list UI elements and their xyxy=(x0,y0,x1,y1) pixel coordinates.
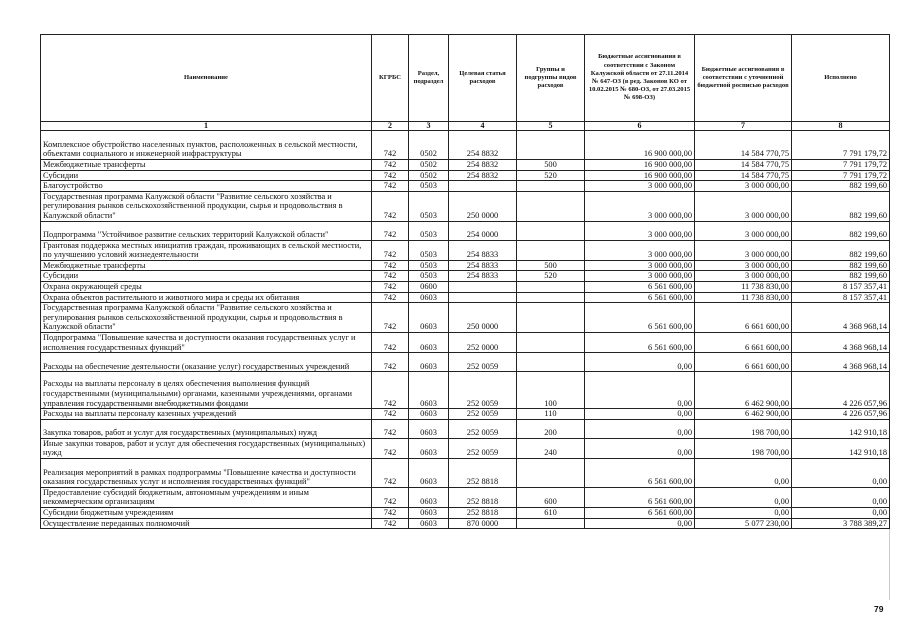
row-kgrbs: 742 xyxy=(372,409,409,420)
row-name: Субсидии бюджетным учреждениям xyxy=(41,508,372,519)
row-section: 0502 xyxy=(409,170,449,181)
row-name: Подпрограмма "Повышение качества и доступности оказания государственных услуг и исполнения государственных функций" xyxy=(41,332,372,352)
column-number: 5 xyxy=(517,122,585,131)
row-executed: 8 157 357,41 xyxy=(792,292,890,303)
row-kgrbs: 742 xyxy=(372,332,409,352)
row-refined-allocation: 11 738 830,00 xyxy=(695,292,792,303)
row-executed: 882 199,60 xyxy=(792,271,890,282)
row-target-article: 870 0000 xyxy=(449,518,517,529)
row-section: 0603 xyxy=(409,487,449,507)
row-expense-type: 500 xyxy=(517,260,585,271)
row-executed: 882 199,60 xyxy=(792,221,890,240)
row-target-article: 252 0059 xyxy=(449,353,517,372)
table-row xyxy=(41,260,890,271)
row-refined-allocation: 11 738 830,00 xyxy=(695,281,792,292)
row-executed: 0,00 xyxy=(792,487,890,507)
page-number: 79 xyxy=(874,604,884,614)
row-section: 0502 xyxy=(409,131,449,160)
table-row xyxy=(41,487,890,507)
budget-execution-table xyxy=(40,34,890,529)
row-section: 0503 xyxy=(409,260,449,271)
row-name: Подпрограмма "Устойчивое развитие сельских территорий Калужской области" xyxy=(41,221,372,240)
table-row xyxy=(41,271,890,282)
row-executed: 7 791 179,72 xyxy=(792,170,890,181)
row-name: Реализация мероприятий в рамках подпрограммы "Повышение качества и доступности оказания государственных услуг и исполнения государственных функций" xyxy=(41,458,372,487)
row-executed: 0,00 xyxy=(792,458,890,487)
row-section: 0603 xyxy=(409,458,449,487)
row-refined-allocation: 6 661 600,00 xyxy=(695,332,792,352)
row-refined-allocation: 3 000 000,00 xyxy=(695,240,792,260)
header-law-allocation: Бюджетные ассигнования в соответствии с Законом Калужской области от 27.11.2014 № 647-ОЗ (в ред. Законов КО от 10.02.2015 № 680-ОЗ, от 27.03.2015 № 698-ОЗ) xyxy=(585,35,695,122)
table-row xyxy=(41,372,890,409)
header-kgrbs: КГРБС xyxy=(372,35,409,122)
row-name: Грантовая поддержка местных инициатив граждан, проживающих в сельской местности, по улучшению условий жизнедеятельности xyxy=(41,240,372,260)
row-expense-type: 520 xyxy=(517,170,585,181)
table-row xyxy=(41,332,890,352)
row-target-article: 252 0059 xyxy=(449,419,517,438)
column-number: 4 xyxy=(449,122,517,131)
row-refined-allocation: 3 000 000,00 xyxy=(695,260,792,271)
row-executed: 882 199,60 xyxy=(792,181,890,192)
row-kgrbs: 742 xyxy=(372,419,409,438)
column-number: 3 xyxy=(409,122,449,131)
row-kgrbs: 742 xyxy=(372,508,409,519)
row-expense-type xyxy=(517,131,585,160)
row-refined-allocation: 6 661 600,00 xyxy=(695,353,792,372)
row-expense-type xyxy=(517,518,585,529)
table-row xyxy=(41,458,890,487)
header-executed: Исполнено xyxy=(792,35,890,122)
row-name: Предоставление субсидий бюджетным, автономным учреждениям и иным некоммерческим организациям xyxy=(41,487,372,507)
row-target-article: 250 0000 xyxy=(449,191,517,221)
row-section: 0603 xyxy=(409,409,449,420)
table-row xyxy=(41,181,890,192)
row-section: 0603 xyxy=(409,372,449,409)
row-section: 0603 xyxy=(409,332,449,352)
row-target-article xyxy=(449,181,517,192)
row-target-article: 254 8832 xyxy=(449,131,517,160)
row-section: 0603 xyxy=(409,518,449,529)
row-expense-type xyxy=(517,221,585,240)
row-kgrbs: 742 xyxy=(372,372,409,409)
row-name: Комплексное обустройство населенных пунктов, расположенных в сельской местности, объектами социального и инженерной инфраструктуры xyxy=(41,131,372,160)
row-kgrbs: 742 xyxy=(372,160,409,171)
table-row xyxy=(41,518,890,529)
column-number: 1 xyxy=(41,122,372,131)
row-expense-type xyxy=(517,191,585,221)
row-law-allocation: 6 561 600,00 xyxy=(585,458,695,487)
row-expense-type: 500 xyxy=(517,160,585,171)
column-number: 7 xyxy=(695,122,792,131)
row-refined-allocation: 0,00 xyxy=(695,458,792,487)
column-number: 6 xyxy=(585,122,695,131)
row-kgrbs: 742 xyxy=(372,240,409,260)
row-law-allocation: 0,00 xyxy=(585,353,695,372)
row-executed: 142 910,18 xyxy=(792,419,890,438)
row-target-article: 250 0000 xyxy=(449,303,517,333)
row-law-allocation: 3 000 000,00 xyxy=(585,181,695,192)
row-refined-allocation: 198 700,00 xyxy=(695,438,792,458)
row-section: 0503 xyxy=(409,240,449,260)
row-law-allocation: 3 000 000,00 xyxy=(585,191,695,221)
row-refined-allocation: 3 000 000,00 xyxy=(695,221,792,240)
row-expense-type xyxy=(517,281,585,292)
row-section: 0603 xyxy=(409,292,449,303)
row-kgrbs: 742 xyxy=(372,191,409,221)
row-name: Иные закупки товаров, работ и услуг для обеспечения государственных (муниципальных) нужд xyxy=(41,438,372,458)
column-number-row xyxy=(41,122,890,131)
table-row xyxy=(41,191,890,221)
row-expense-type xyxy=(517,240,585,260)
row-law-allocation: 6 561 600,00 xyxy=(585,332,695,352)
row-kgrbs: 742 xyxy=(372,281,409,292)
row-executed: 7 791 179,72 xyxy=(792,131,890,160)
row-expense-type xyxy=(517,332,585,352)
row-refined-allocation: 14 584 770,75 xyxy=(695,170,792,181)
row-refined-allocation: 0,00 xyxy=(695,508,792,519)
row-name: Расходы на выплаты персоналу казенных учреждений xyxy=(41,409,372,420)
row-target-article: 252 0059 xyxy=(449,372,517,409)
row-section: 0502 xyxy=(409,160,449,171)
row-name: Охрана окружающей среды xyxy=(41,281,372,292)
row-expense-type: 240 xyxy=(517,438,585,458)
row-refined-allocation: 14 584 770,75 xyxy=(695,131,792,160)
row-law-allocation: 3 000 000,00 xyxy=(585,260,695,271)
row-kgrbs: 742 xyxy=(372,131,409,160)
row-name: Расходы на выплаты персоналу в целях обеспечения выполнения функций государственными (муниципальными) органами, казенными учреждениями, органами управления государственными внебюджетными фондами xyxy=(41,372,372,409)
column-number: 8 xyxy=(792,122,890,131)
row-kgrbs: 742 xyxy=(372,353,409,372)
row-kgrbs: 742 xyxy=(372,518,409,529)
table-row xyxy=(41,170,890,181)
row-name: Закупка товаров, работ и услуг для государственных (муниципальных) нужд xyxy=(41,419,372,438)
row-refined-allocation: 3 000 000,00 xyxy=(695,181,792,192)
row-law-allocation: 0,00 xyxy=(585,409,695,420)
row-law-allocation: 3 000 000,00 xyxy=(585,271,695,282)
row-refined-allocation: 6 661 600,00 xyxy=(695,303,792,333)
table-row xyxy=(41,438,890,458)
row-target-article: 252 8818 xyxy=(449,508,517,519)
row-target-article xyxy=(449,281,517,292)
table-row xyxy=(41,353,890,372)
row-kgrbs: 742 xyxy=(372,458,409,487)
row-name: Государственная программа Калужской области "Развитие сельского хозяйства и регулирования рынков сельскохозяйственной продукции, сырья и продовольствия в Калужской области" xyxy=(41,191,372,221)
row-expense-type xyxy=(517,181,585,192)
row-section: 0603 xyxy=(409,303,449,333)
row-target-article: 254 0000 xyxy=(449,221,517,240)
row-expense-type: 610 xyxy=(517,508,585,519)
row-law-allocation: 16 900 000,00 xyxy=(585,160,695,171)
row-target-article: 252 0059 xyxy=(449,438,517,458)
row-kgrbs: 742 xyxy=(372,170,409,181)
row-executed: 882 199,60 xyxy=(792,191,890,221)
row-expense-type: 200 xyxy=(517,419,585,438)
table-row xyxy=(41,160,890,171)
row-refined-allocation: 3 000 000,00 xyxy=(695,271,792,282)
row-executed: 882 199,60 xyxy=(792,260,890,271)
header-name: Наименование xyxy=(41,35,372,122)
row-refined-allocation: 14 584 770,75 xyxy=(695,160,792,171)
row-section: 0600 xyxy=(409,281,449,292)
row-law-allocation: 0,00 xyxy=(585,518,695,529)
row-expense-type: 600 xyxy=(517,487,585,507)
row-expense-type xyxy=(517,292,585,303)
row-executed: 142 910,18 xyxy=(792,438,890,458)
row-executed: 4 368 968,14 xyxy=(792,332,890,352)
table-row xyxy=(41,281,890,292)
row-target-article: 252 0059 xyxy=(449,409,517,420)
row-target-article: 254 8832 xyxy=(449,160,517,171)
row-refined-allocation: 6 462 900,00 xyxy=(695,372,792,409)
row-section: 0603 xyxy=(409,508,449,519)
row-target-article xyxy=(449,292,517,303)
row-law-allocation: 6 561 600,00 xyxy=(585,292,695,303)
row-law-allocation: 3 000 000,00 xyxy=(585,240,695,260)
row-expense-type: 520 xyxy=(517,271,585,282)
table-row xyxy=(41,240,890,260)
row-executed: 3 788 389,27 xyxy=(792,518,890,529)
table-row xyxy=(41,409,890,420)
row-name: Расходы на обеспечение деятельности (оказание услуг) государственных учреждений xyxy=(41,353,372,372)
table-header-row xyxy=(41,35,890,122)
row-target-article: 252 0000 xyxy=(449,332,517,352)
row-kgrbs: 742 xyxy=(372,487,409,507)
row-expense-type xyxy=(517,458,585,487)
row-name: Межбюджетные трансферты xyxy=(41,260,372,271)
row-refined-allocation: 6 462 900,00 xyxy=(695,409,792,420)
row-kgrbs: 742 xyxy=(372,260,409,271)
row-refined-allocation: 3 000 000,00 xyxy=(695,191,792,221)
row-target-article: 252 8818 xyxy=(449,487,517,507)
table-row xyxy=(41,131,890,160)
table-row xyxy=(41,508,890,519)
table-row xyxy=(41,419,890,438)
row-law-allocation: 6 561 600,00 xyxy=(585,281,695,292)
table-row xyxy=(41,292,890,303)
row-section: 0503 xyxy=(409,191,449,221)
row-section: 0503 xyxy=(409,221,449,240)
row-expense-type: 100 xyxy=(517,372,585,409)
row-expense-type xyxy=(517,353,585,372)
row-target-article: 254 8833 xyxy=(449,271,517,282)
header-target-article: Целевая статья расходов xyxy=(449,35,517,122)
table-body xyxy=(41,131,890,529)
row-kgrbs: 742 xyxy=(372,271,409,282)
table-row xyxy=(41,221,890,240)
row-name: Субсидии xyxy=(41,170,372,181)
row-section: 0603 xyxy=(409,353,449,372)
row-refined-allocation: 0,00 xyxy=(695,487,792,507)
row-section: 0603 xyxy=(409,419,449,438)
row-law-allocation: 0,00 xyxy=(585,419,695,438)
row-expense-type: 110 xyxy=(517,409,585,420)
row-section: 0503 xyxy=(409,271,449,282)
row-name: Субсидии xyxy=(41,271,372,282)
row-executed: 8 157 357,41 xyxy=(792,281,890,292)
row-kgrbs: 742 xyxy=(372,303,409,333)
row-law-allocation: 0,00 xyxy=(585,372,695,409)
row-law-allocation: 0,00 xyxy=(585,438,695,458)
table-row xyxy=(41,303,890,333)
row-refined-allocation: 5 077 230,00 xyxy=(695,518,792,529)
row-section: 0603 xyxy=(409,438,449,458)
row-executed: 7 791 179,72 xyxy=(792,160,890,171)
row-name: Осуществление переданных полномочий xyxy=(41,518,372,529)
header-expense-type: Группы и подгруппы видов расходов xyxy=(517,35,585,122)
row-kgrbs: 742 xyxy=(372,221,409,240)
row-kgrbs: 742 xyxy=(372,438,409,458)
row-law-allocation: 16 900 000,00 xyxy=(585,170,695,181)
row-executed: 4 368 968,14 xyxy=(792,303,890,333)
row-target-article: 252 8818 xyxy=(449,458,517,487)
row-law-allocation: 3 000 000,00 xyxy=(585,221,695,240)
row-executed: 4 368 968,14 xyxy=(792,353,890,372)
row-kgrbs: 742 xyxy=(372,181,409,192)
row-name: Охрана объектов растительного и животного мира и среды их обитания xyxy=(41,292,372,303)
row-name: Государственная программа Калужской области "Развитие сельского хозяйства и регулирования рынков сельскохозяйственной продукции, сырья и продовольствия в Калужской области" xyxy=(41,303,372,333)
row-law-allocation: 6 561 600,00 xyxy=(585,303,695,333)
header-section: Раздел, подраздел xyxy=(409,35,449,122)
row-executed: 0,00 xyxy=(792,508,890,519)
row-target-article: 254 8833 xyxy=(449,240,517,260)
column-number: 2 xyxy=(372,122,409,131)
row-law-allocation: 16 900 000,00 xyxy=(585,131,695,160)
row-executed: 4 226 057,96 xyxy=(792,372,890,409)
row-section: 0503 xyxy=(409,181,449,192)
row-name: Межбюджетные трансферты xyxy=(41,160,372,171)
row-executed: 882 199,60 xyxy=(792,240,890,260)
row-refined-allocation: 198 700,00 xyxy=(695,419,792,438)
row-executed: 4 226 057,96 xyxy=(792,409,890,420)
header-refined-allocation: Бюджетные ассигнования в соответствии с уточненной бюджетной росписью расходов xyxy=(695,35,792,122)
row-kgrbs: 742 xyxy=(372,292,409,303)
row-expense-type xyxy=(517,303,585,333)
row-law-allocation: 6 561 600,00 xyxy=(585,487,695,507)
row-law-allocation: 6 561 600,00 xyxy=(585,508,695,519)
row-target-article: 254 8832 xyxy=(449,170,517,181)
row-target-article: 254 8833 xyxy=(449,260,517,271)
row-name: Благоустройство xyxy=(41,181,372,192)
